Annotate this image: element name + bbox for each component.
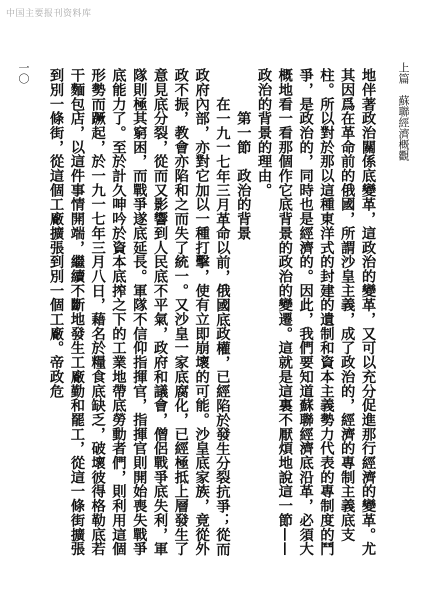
page-number: 一〇 [17,62,30,84]
running-header-title: 上篇 蘇聯經濟概觀 [397,62,410,161]
watermark: 中国主要报刊资料库 [6,9,92,19]
paragraph-main: 在一九一七年三月革命以前，俄國底政權，已經陷於發生分裂抗爭；從而政府內部，亦對它加以一種打擊，使有立即崩壞的可能。沙皇底家族，竟從外政不振，教會亦陷和之而失了統一。又沙皇一家底腐化，已經極抵上層發生了意見底分裂，從而又影響到人民底不平氣，政府和議會，僧侶戰爭底失利，軍隊則極其窮困，而戰爭遂底延長。軍隊不信仰指揮官，指揮官則開始喪失戰爭底能力了。至於計久呻吟於資本底搾之下的工業地帶底勞動者們，則利用這個形勢而蹶起，於一九一七年三月八日，藉名於糧食底缺乏，破壞彼得格勒底若干麵包店，以這件事情開端，繼續不斷地發生工廠勤和罷工，從這一條街擴張到別一條街，從這個工廠擴張到別一個工廠。帝政危 [48,68,231,556]
body-text [28,68,378,558]
section-heading: 第一節 政治的背景 [235,110,252,241]
paragraph-intro: 地伴著政治關係底變革，這政治的變革，又可以充分促進那行經濟的變革。尤其因爲在革命前的俄國，所謂沙皇主義，成了政治的，經濟的專制主義底支柱。所以對於那以這種東洋式的封建的遺制和資本主義勢力代表的專制度的鬥爭，是政治的，同時也是經濟的。因此，我們要知道蘇聯經濟底沿革，必須大概地看一看那個作它底背景的政治的變遷。這就是這裏不厭煩地說這一節——政治的背景的理由。 [256,68,376,556]
